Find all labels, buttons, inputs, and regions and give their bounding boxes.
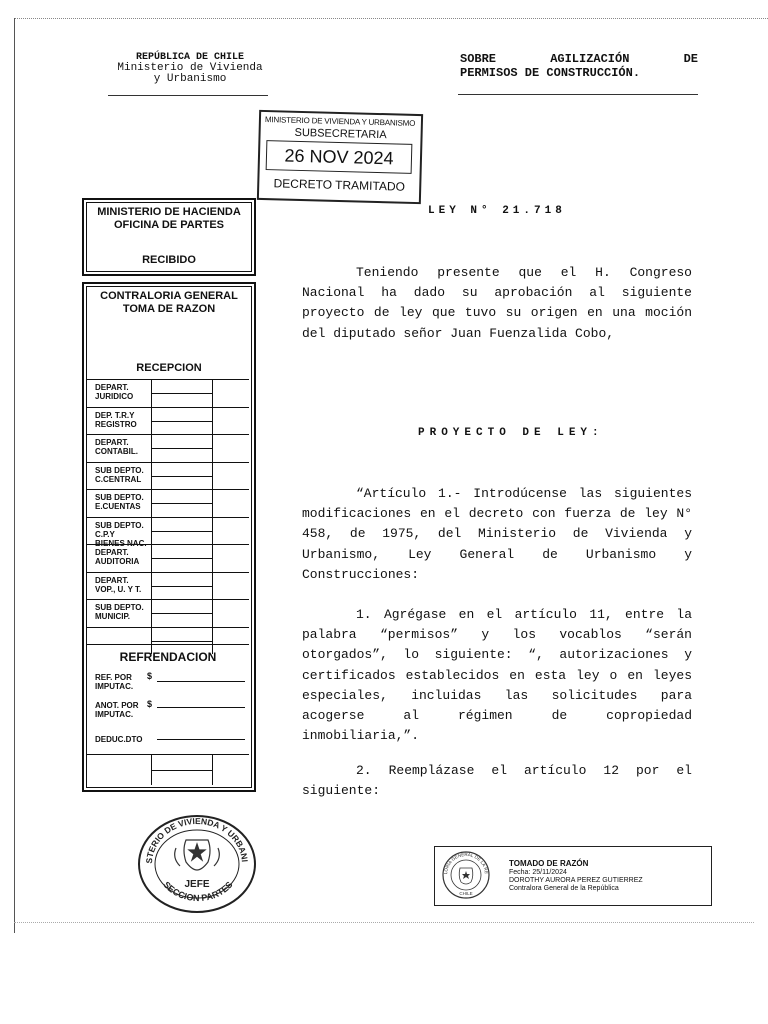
contraloria-title bbox=[84, 290, 254, 316]
subject-word: SOBRE bbox=[460, 52, 497, 66]
seal-top-text: STERIO DE VIVIENDA Y URBANI bbox=[143, 815, 250, 864]
refrendacion-title: REFRENDACION bbox=[119, 650, 217, 664]
ministry-header bbox=[100, 52, 280, 85]
ministry-label-2: y Urbanismo bbox=[153, 73, 227, 85]
recepcion-row bbox=[87, 407, 249, 435]
stamp-subsecretaria: SUBSECRETARIA bbox=[294, 126, 387, 142]
oficina-title bbox=[84, 206, 254, 232]
ref-por-line bbox=[157, 681, 245, 682]
oficina-line1: MINISTERIO DE HACIENDA bbox=[97, 206, 241, 218]
seccion-partes-seal bbox=[136, 810, 258, 914]
tomado-name: DOROTHY AURORA PEREZ GUTIERREZ bbox=[509, 877, 643, 884]
recepcion-row bbox=[87, 462, 249, 490]
page-edge-left bbox=[14, 18, 16, 933]
subject-header bbox=[460, 52, 698, 80]
subject-word: AGILIZACIÓN bbox=[550, 52, 630, 66]
recepcion-grid bbox=[87, 379, 249, 654]
recepcion-row bbox=[87, 379, 249, 407]
articulo-paragraph bbox=[302, 484, 692, 585]
anot-por-line bbox=[157, 707, 245, 708]
stamp-ministry: MINISTERIO DE VIVIENDA Y URBANISMO bbox=[264, 115, 416, 128]
subject-word: DE bbox=[683, 52, 698, 66]
svg-text:CONTRALORIA GENERAL DE LA REPU bbox=[441, 850, 489, 874]
articulo-text: “Artículo 1.- Introdúcense las siguientes modificaciones en el decreto con fuerza de ley N° 458, de 1975, del Ministerio de Vivienda y Urbanismo, Ley General de Urbanismo y Construcciones: bbox=[302, 486, 692, 582]
oficina-line2: OFICINA DE PARTES bbox=[113, 219, 224, 231]
small-seal-bottom: CHILE bbox=[459, 891, 473, 896]
recepcion-row-label: SUB DEPTO. C.CENTRAL bbox=[95, 465, 144, 484]
item2-paragraph bbox=[302, 761, 692, 801]
recepcion-row bbox=[87, 599, 249, 627]
recepcion-label: RECEPCION bbox=[136, 362, 202, 374]
proyecto-heading: PROYECTO DE LEY: bbox=[418, 427, 604, 439]
recepcion-row-label: DEPART. JURIDICO bbox=[95, 383, 134, 401]
contraloria-seal-icon bbox=[441, 850, 491, 900]
recepcion-row-label: SUB DEPTO. MUNICIP. bbox=[95, 603, 144, 621]
intro-paragraph bbox=[302, 263, 692, 344]
contraloria-box bbox=[82, 282, 256, 792]
recepcion-row-label: SUB DEPTO. C.P.Y BIENES NAC. bbox=[95, 520, 147, 548]
dollar-sign: $ bbox=[147, 699, 153, 709]
stamp-status: DECRETO TRAMITADO bbox=[273, 176, 406, 194]
oficina-status: RECIBIDO bbox=[142, 254, 196, 266]
recepcion-row bbox=[87, 489, 249, 517]
recepcion-row bbox=[87, 544, 249, 572]
item1-paragraph bbox=[302, 605, 692, 746]
tomado-role: Contralora General de la República bbox=[509, 885, 619, 892]
recepcion-row bbox=[87, 517, 249, 548]
republic-label: REPÚBLICA DE CHILE bbox=[135, 52, 245, 63]
item2-text: 2. Reemplázase el artículo 12 por el siguiente: bbox=[302, 763, 692, 799]
ref-por-label: REF. POR IMPUTAC. bbox=[95, 673, 134, 691]
deduc-line bbox=[157, 739, 245, 740]
tomado-fecha: Fecha: 25/11/2024 bbox=[509, 869, 567, 876]
anot-por-label: ANOT. POR IMPUTAC. bbox=[95, 701, 139, 719]
recepcion-row-label: DEPART. VOP., U. Y T. bbox=[95, 575, 142, 594]
recepcion-row bbox=[87, 572, 249, 600]
seal-bottom-text: SECCION PARTES bbox=[161, 879, 235, 904]
subject-line-2: PERMISOS DE CONSTRUCCIÓN. bbox=[460, 66, 641, 80]
contraloria-line1: CONTRALORIA GENERAL bbox=[100, 290, 238, 302]
dollar-sign: $ bbox=[147, 671, 153, 681]
tomado-title: TOMADO DE RAZÓN bbox=[509, 859, 589, 868]
contraloria-line2: TOMA DE RAZON bbox=[122, 303, 216, 315]
deduc-label: DEDUC.DTO bbox=[95, 735, 143, 744]
recepcion-row-label: SUB DEPTO. E.CUENTAS bbox=[95, 493, 144, 511]
subject-line-1 bbox=[460, 52, 698, 66]
item1-text: 1. Agrégase en el artículo 11, entre la palabra “permisos” y los vocablos “serán otorgados”, lo siguiente: “, autorizaciones y certificados establecidos en esta ley o en leyes especiales, incluidas las solicitudes para acogerse al régimen de copropiedad inmobiliaria,”. bbox=[302, 607, 692, 744]
page-edge-bottom bbox=[14, 922, 754, 924]
intro-text: Teniendo presente que el H. Congreso Nacional ha dado su aprobación al siguiente proyecto de ley que tuvo su origen en una moción del diputado señor Juan Fuenzalida Cobo, bbox=[302, 265, 692, 341]
ley-number: LEY N° 21.718 bbox=[428, 205, 566, 217]
refrendacion-section bbox=[87, 644, 249, 744]
chile-coat-of-arms-icon bbox=[175, 840, 220, 870]
header-left-rule bbox=[108, 95, 268, 96]
recepcion-row-label: DEPART. CONTABIL. bbox=[95, 438, 138, 456]
tomado-text bbox=[509, 860, 643, 893]
recepcion-row-label: DEPART. AUDITORIA bbox=[95, 548, 140, 566]
recepcion-row bbox=[87, 434, 249, 462]
bottom-grid bbox=[87, 754, 249, 785]
page-edge-top bbox=[14, 18, 768, 20]
seal-center-text: JEFE bbox=[184, 879, 210, 890]
stamp-date: 26 NOV 2024 bbox=[266, 140, 413, 174]
tomado-de-razon-box bbox=[434, 846, 712, 906]
small-seal-text: LORIA GENERAL DE LA RE bbox=[442, 851, 490, 875]
recepcion-row-label: DEP. T.R.Y REGISTRO bbox=[95, 410, 137, 429]
decreto-tramitado-stamp bbox=[257, 110, 423, 204]
ministry-label: Ministerio de Vivienda bbox=[117, 62, 263, 74]
header-right-rule bbox=[458, 94, 698, 95]
oficina-partes-box bbox=[82, 198, 256, 276]
